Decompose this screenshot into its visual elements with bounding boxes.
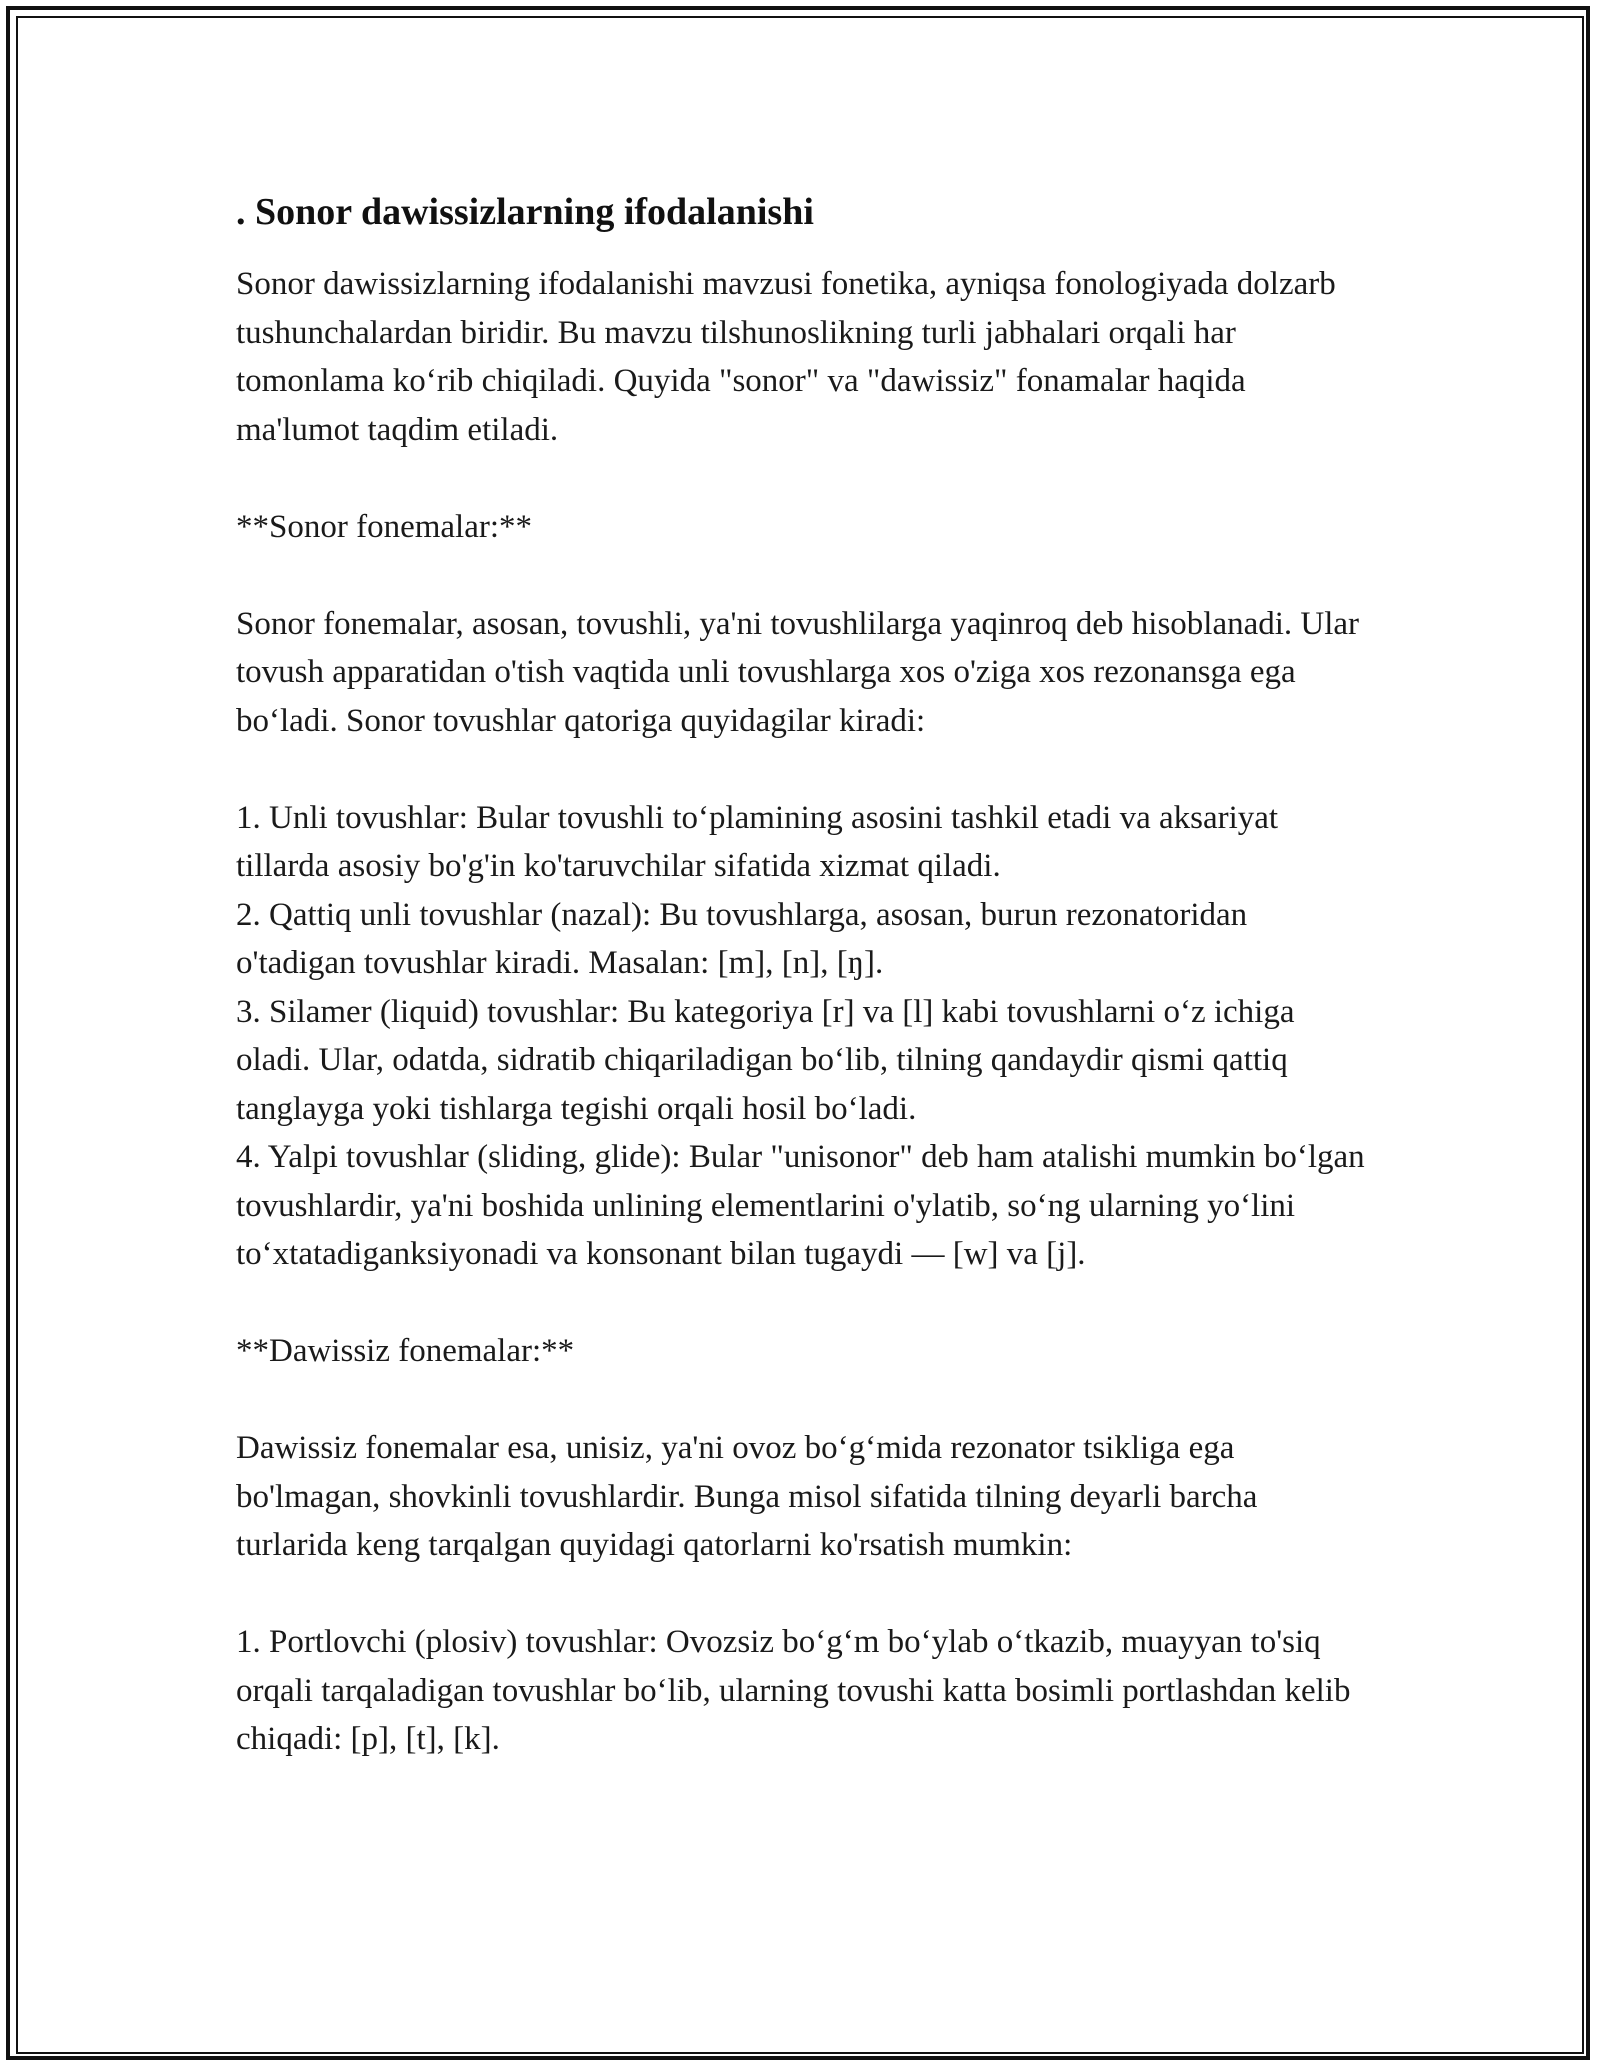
- list-item: 2. Qattiq unli tovushlar (nazal): Bu tovushlarga, asosan, burun rezonatoridan o'tadigan tovushlar kiradi. Masalan: [m], [n], [ŋ].: [236, 896, 1248, 981]
- dawissiz-heading: **Dawissiz fonemalar:**: [236, 1333, 575, 1369]
- document-title: . Sonor dawissizlarning ifodalanishi: [236, 191, 814, 233]
- dawissiz-list: [236, 1618, 1366, 1764]
- list-item: 3. Silamer (liquid) tovushlar: Bu kategoriya [r] va [l] kabi tovushlarni oʻz ichiga oladi. Ular, odatda, sidratib chiqariladigan boʻlib, tilning qandaydir qismi qattiq tanglayga yoki tishlarga tegishi orqali hosil boʻladi.: [236, 993, 1295, 1127]
- list-item: 1. Portlovchi (plosiv) tovushlar: Ovozsiz boʻgʻm boʻylab oʻtkazib, muayyan to'siq orqali tarqaladigan tovushlar boʻlib, ularning tovushi katta bosimli portlashdan kelib chiqadi: [p], [t], [k].: [236, 1624, 1351, 1757]
- sonor-description: Sonor fonemalar, asosan, tovushli, ya'ni tovushlilarga yaqinroq deb hisoblanadi. Ular tovush apparatidan o'tish vaqtida unli tovushlarga xos o'ziga xos rezonansga ega boʻladi. Sonor tovushlar qatoriga quyidagilar kiradi:: [236, 605, 1360, 739]
- document-body: [236, 186, 1366, 1812]
- sonor-heading: **Sonor fonemalar:**: [236, 508, 533, 545]
- dawissiz-description: Dawissiz fonemalar esa, unisiz, ya'ni ovoz boʻgʻmida rezonator tsikliga ega bo'lmagan, shovkinli tovushlardir. Bunga misol sifatida tilning deyarli barcha turlarida keng tarqalgan quyidagi qatorlarni ko'rsatish mumkin:: [236, 1430, 1258, 1563]
- list-item: 4. Yalpi tovushlar (sliding, glide): Bular "unisonor" deb ham atalishi mumkin boʻlgan tovushlardir, ya'ni boshida unlining elementlarini o'ylatib, soʻng ularning yoʻlini toʻxtatadiganksiyonadi va konsonant bilan tugaydi — [w] va [j].: [236, 1139, 1365, 1272]
- intro-paragraph: Sonor dawissizlarning ifodalanishi mavzusi fonetika, ayniqsa fonologiyada dolzarb tushunchalardan biridir. Bu mavzu tilshunoslikning turli jabhalari orqali har tomonlama koʻrib chiqiladi. Quyida "sonor" va "dawissiz" fonamalar haqida ma'lumot taqdim etiladi.: [236, 266, 1336, 448]
- list-item: 1. Unli tovushlar: Bular tovushli toʻplamining asosini tashkil etadi va aksariyat tillarda asosiy bo'g'in ko'taruvchilar sifatida xizmat qiladi.: [236, 799, 1279, 884]
- sonor-list: [236, 794, 1366, 1279]
